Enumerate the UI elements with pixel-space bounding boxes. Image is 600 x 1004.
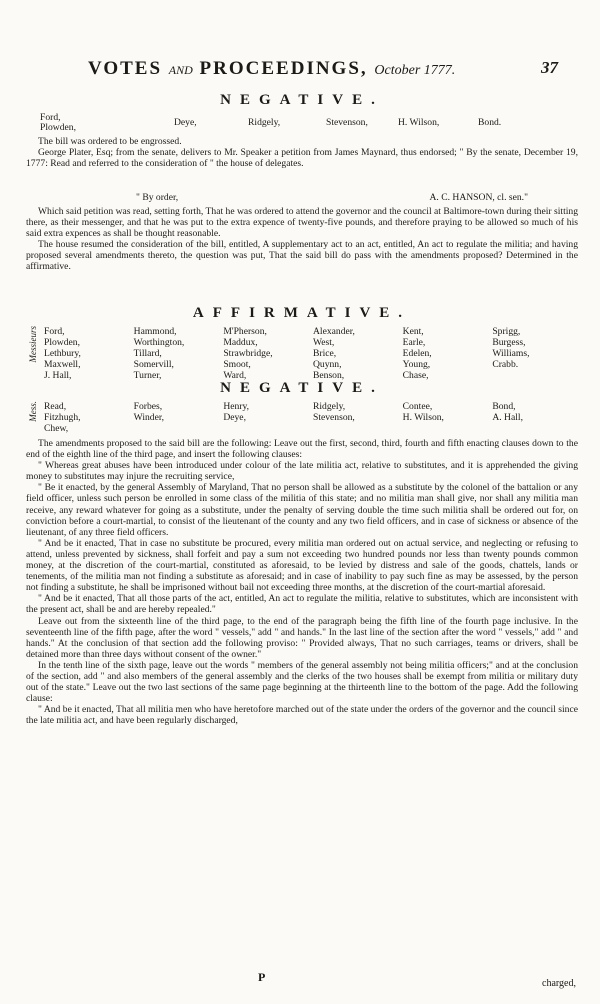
vote-name: Ford, <box>44 326 65 337</box>
vote-name <box>403 423 489 434</box>
negative-second-section <box>26 380 578 434</box>
vote-name: Alexander, <box>312 326 355 337</box>
vote-name: Sprigg, <box>492 326 521 337</box>
negative-second-grid <box>44 401 578 434</box>
vote-name: J. Hall, <box>44 370 72 381</box>
paragraph: The amendments proposed to the said bill are the following: Leave out the first, second, third, fourth and fifth enacting clauses down to the end of the eighth line of the third page, and insert the following clauses: <box>26 438 578 461</box>
vote-name: Hammond, <box>133 326 177 337</box>
vote-name: Earle, <box>402 337 426 348</box>
vote-name: Fitzhugh, <box>44 412 81 423</box>
vote-name: H. Wilson, <box>398 117 440 128</box>
vote-name <box>313 423 399 434</box>
vote-name: Ward, <box>223 370 247 381</box>
paragraph: Which said petition was read, setting forth, That he was ordered to attend the governor and the council at Baltimore-town during their sitting there, as their messenger, and that he was put to the extra expence of twenty-five pounds, and therefore praying to be allowed so much of his said extra expences as shall be thought reasonable. <box>26 206 578 240</box>
negative-second-label: Mess. <box>28 401 38 422</box>
paragraph: " Be it enacted, by the general Assembly of Maryland, That no person shall be allowed as a substitute by the colonel of the battalion or any field officer, unless such person be enrolled in some class of the militia of this state; and no militia man shall give, nor shall any militia man receive, any reward whatever for going as a substitute, under the penalty of serving double the time such militia shall be ordered out for, on conviction before a court-martial, to consist of the lieutenant of the county and any two field officers, and in case of sickness or absence of the lieutenant, of any three field officers. <box>26 482 578 538</box>
vote-name: Turner, <box>133 370 162 381</box>
vote-name: Chew, <box>44 423 69 434</box>
vote-name: Stevenson, <box>326 117 368 128</box>
text-block-2 <box>26 206 578 273</box>
vote-name: Williams, <box>492 348 530 359</box>
order-line <box>26 192 578 203</box>
vote-name: Read, <box>44 401 67 412</box>
vote-name: Bond, <box>492 401 516 412</box>
vote-name: Burgess, <box>492 337 526 348</box>
page-number: 37 <box>541 58 558 77</box>
vote-name: Somervill, <box>133 359 174 370</box>
vote-name: Maddux, <box>223 337 258 348</box>
vote-name: Winder, <box>133 412 165 423</box>
paragraph: In the tenth line of the sixth page, leave out the words " members of the general assembly not being militia officers;" and at the conclusion of the section, add " and also members of the general assembly and the clerks of the two houses shall be exempt from militia or military duty out of the state." Leave out the two last sections of the same page beginning at the thirteenth line to the bottom of the page. Add the following clause: <box>26 659 578 705</box>
vote-name: Chase, <box>402 370 429 381</box>
vote-name: Plowden, <box>44 337 80 348</box>
vote-name: Young, <box>402 359 431 370</box>
vote-name: Quynn, <box>312 359 342 370</box>
negative-top-names <box>26 109 578 135</box>
negative-top-section <box>26 92 578 135</box>
vote-name: Ford, <box>40 112 61 123</box>
vote-name: A. Hall, <box>492 412 523 423</box>
negative-second-block <box>26 401 578 434</box>
text-block-3 <box>26 438 578 726</box>
vote-name: Stevenson, <box>312 412 355 423</box>
vote-name: H. Wilson, <box>402 412 444 423</box>
vote-name: Deye, <box>223 412 246 423</box>
signature-mark: P <box>258 970 266 984</box>
vote-name: Brice, <box>312 348 337 359</box>
running-head-title: VOTES AND PROCEEDINGS, October 1777. <box>88 58 456 79</box>
vote-name: West, <box>312 337 335 348</box>
vote-name: Tillard, <box>133 348 162 359</box>
vote-name: Worthington, <box>133 337 185 348</box>
negative-second-heading: NEGATIVE. <box>220 380 384 396</box>
order-left: " By order, <box>136 192 179 203</box>
vote-name <box>134 423 220 434</box>
paragraph: " Whereas great abuses have been introduced under colour of the late militia act, relative to substitutes, and it is apprehended the giving money to substitutes may injure the recruiting service, <box>26 460 578 483</box>
vote-name: Smoot, <box>223 359 251 370</box>
vote-name: Ridgely, <box>248 117 281 128</box>
catchword: charged, <box>542 978 576 989</box>
vote-name: Ridgely, <box>312 401 346 412</box>
vote-name: Strawbridge, <box>223 348 273 359</box>
paragraph: The bill was ordered to be engrossed. <box>38 136 182 147</box>
vote-name <box>492 423 578 434</box>
paragraph: George Plater, Esq; from the senate, delivers to Mr. Speaker a petition from James Maynard, thus endorsed; " By the senate, December 19, 1777: Read and referred to the consideration of " the house of delegates. <box>26 147 578 170</box>
negative-top-heading: NEGATIVE. <box>220 92 384 108</box>
vote-name: Deye, <box>174 117 197 128</box>
paragraph: " And be it enacted, That all militia men who have heretofore marched out of the state under the orders of the governor and the council since the late militia act, and have been regularly discharged, <box>26 704 578 727</box>
affirmative-section <box>26 305 578 381</box>
vote-name: Bond. <box>478 117 502 128</box>
paragraph: " And be it enacted, That in case no substitute be procured, every militia man ordered out on actual service, and neglecting or refusing to attend, unless prevented by sickness, shall forfeit and pay a sum not exceeding two hundred pounds nor less than twenty pounds common money, at the discretion of the court-martial, constituted as aforesaid, to be levied by distress and sale of the goods, chattels, lands or tenements, of the militia man not finding a substitute as aforesaid; and in case of inability to pay such fine as may be assessed, by the person not finding a substitute, he shall be imprisoned without bail not exceeding three months, at the discretion of the court-martial aforesaid. <box>26 537 578 594</box>
vote-name: Contee, <box>402 401 433 412</box>
text-block-1 <box>26 136 578 169</box>
order-signature: A. C. HANSON, cl. sen." <box>429 192 528 203</box>
vote-name: Lethbury, <box>44 348 81 359</box>
vote-name <box>223 423 309 434</box>
affirmative-label: Messieurs <box>28 326 38 363</box>
paragraph: " And be it enacted, That all those parts of the act, entitled, An act to regulate the militia, relative to substitutes, which are inconsistent with the present act, shall be and are hereby repealed." <box>26 593 578 616</box>
paragraph: The house resumed the consideration of the bill, entitled, A supplementary act to an act, entitled, An act to regulate the militia; and having proposed several amendments thereto, the question was put, That the said bill do pass with the amendments proposed? Determined in the affirmative. <box>26 239 578 273</box>
vote-name: Benson, <box>312 370 345 381</box>
affirmative-heading: AFFIRMATIVE. <box>192 305 412 321</box>
vote-name: Plowden, <box>40 122 76 133</box>
vote-name: Henry, <box>223 401 250 412</box>
paragraph: Leave out from the sixteenth line of the third page, to the end of the paragraph being the fifth line of the fourth page inclusive. In the seventeenth line of the fifth page, after the word " vessels," add " and hands." In the last line of the section after the word " vessels," add " and hands." At the conclusion of that section add the following proviso: " Provided always, That no such carriages, teams or drivers, shall be detained more than three days without consent of the owner." <box>26 615 578 660</box>
vote-name: Edelen, <box>402 348 432 359</box>
running-head <box>0 58 600 82</box>
affirmative-block <box>26 326 578 381</box>
vote-name: Forbes, <box>133 401 163 412</box>
vote-name: Maxwell, <box>44 359 81 370</box>
vote-name: Crabb. <box>492 359 519 370</box>
vote-name: Kent, <box>402 326 424 337</box>
vote-name: M'Pherson, <box>223 326 267 337</box>
affirmative-grid <box>44 326 578 381</box>
